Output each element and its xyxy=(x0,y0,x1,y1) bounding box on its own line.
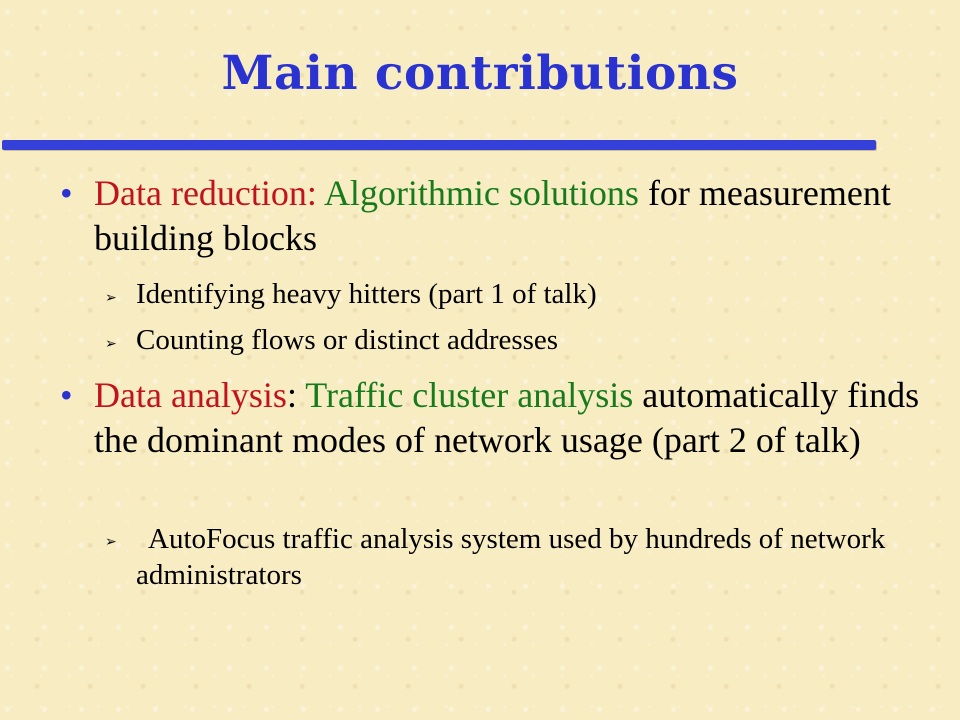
arrow-bullet-icon: ➢ xyxy=(105,336,117,352)
bullet-text: : xyxy=(286,375,306,415)
bullet-lead: Data reduction: xyxy=(94,173,317,213)
bullet-marker: • xyxy=(60,375,73,415)
bullet-text xyxy=(317,173,324,213)
bullet-text: for measurement building blocks xyxy=(94,173,891,258)
bullet-highlight: Traffic cluster analysis xyxy=(305,375,634,415)
bullet-data-reduction xyxy=(94,171,924,261)
arrow-bullet-icon: ➢ xyxy=(105,534,117,550)
slide-title: Main contributions xyxy=(221,46,739,101)
sub-bullet-counting-flows: Counting flows or distinct addresses xyxy=(136,324,559,356)
sub-bullet-autofocus: AutoFocus traffic analysis system used by hundreds of network administrators xyxy=(136,523,886,591)
bullet-text: automatically finds the dominant modes of network usage (part 2 of talk) xyxy=(94,375,920,460)
arrow-bullet-icon: ➢ xyxy=(105,290,117,306)
sub-bullet-heavy-hitters: Identifying heavy hitters (part 1 of talk) xyxy=(136,278,597,310)
title-underline xyxy=(2,140,876,150)
bullet-data-analysis xyxy=(94,373,924,463)
bullet-highlight: Algorithmic solutions xyxy=(323,173,639,213)
bullet-lead: Data analysis xyxy=(94,375,287,415)
bullet-marker: • xyxy=(60,173,73,213)
